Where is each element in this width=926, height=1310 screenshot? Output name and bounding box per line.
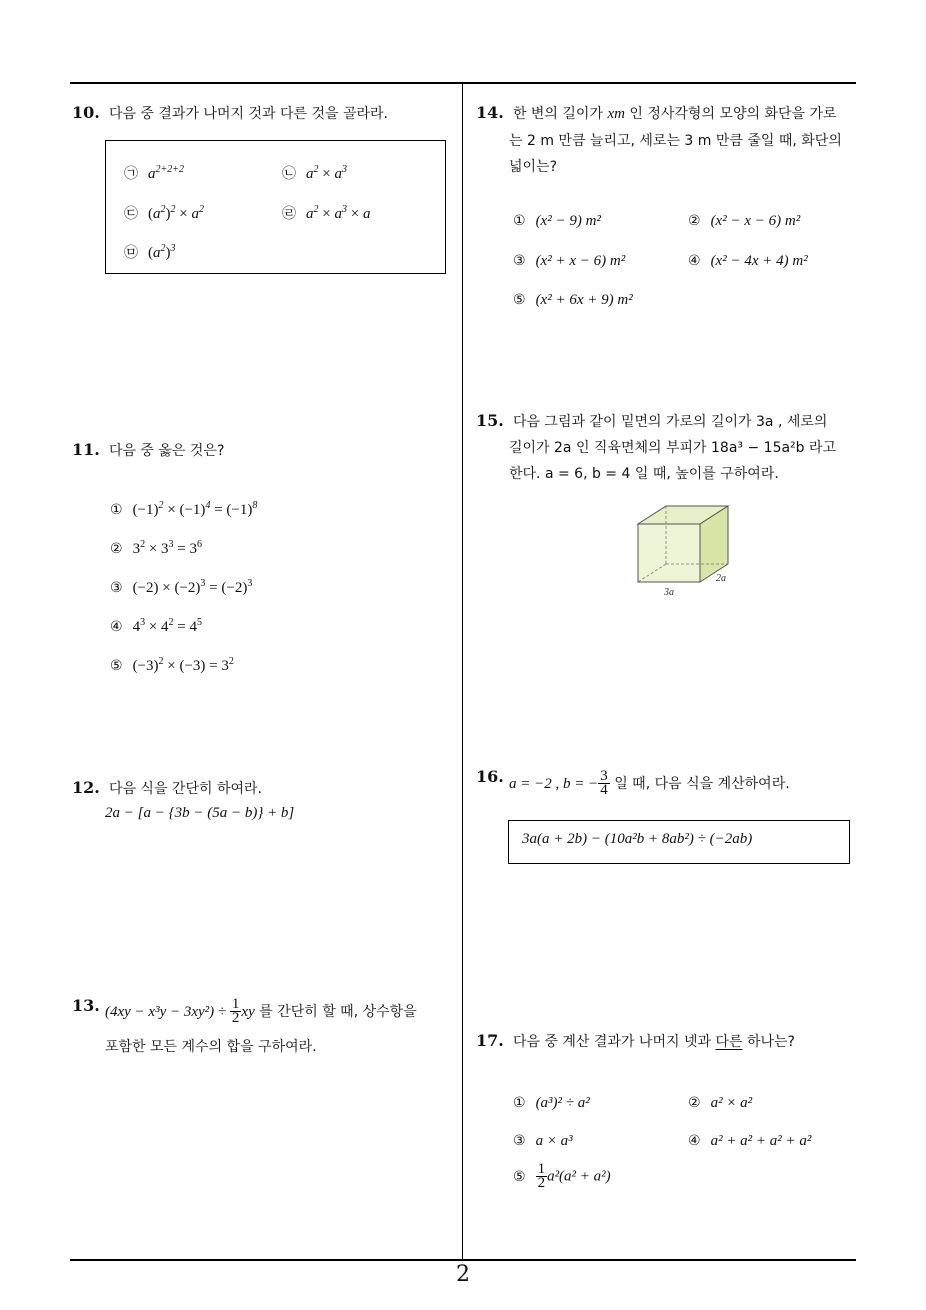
option-1[interactable]: ① $(-1)^2 \times (-1)^4 = (-1)^8$ <box>110 500 258 518</box>
cuboid-figure <box>630 502 740 602</box>
question-14-line-2: 는 2 m 만큼 늘리고, 세로는 3 m 만큼 줄일 때, 화단의 <box>509 133 842 149</box>
option-1[interactable]: ① (x² − 9) m² <box>513 213 601 229</box>
question-number: 10. <box>72 103 100 122</box>
option-a[interactable]: ㉠ $a^{2+2+2}$ <box>124 164 184 182</box>
question-15-line-3: 한다. a = 6, b = 4 일 때, 높이를 구하여라. <box>509 466 779 482</box>
question-13-line-1: (4xy − x³y − 3xy²) ÷ $\frac{1}{2}$ xy 를 간단히 할 때, 상수항을 <box>105 996 417 1026</box>
option-3[interactable]: ③ $(-2) \times (-2)^3 = (-2)^3$ <box>110 578 253 596</box>
question-13-heading <box>72 996 104 1015</box>
option-1[interactable]: ① (a³)² ÷ a² <box>513 1095 590 1111</box>
fraction: $\frac{1}{2}$ <box>537 1161 546 1191</box>
question-text: 다음 식을 간단히 하여라. <box>108 781 262 797</box>
question-12-expression: 2a − [a − {3b − (5a − b)} + b] <box>105 805 295 821</box>
option-2[interactable]: ② $3^2 \times 3^3 = 3^6$ <box>110 539 202 557</box>
bottom-rule <box>70 1259 856 1261</box>
option-5[interactable]: ⑤ $\frac{1}{2}$ a²(a² + a²) <box>513 1161 611 1191</box>
option-4[interactable]: ④ (x² − 4x + 4) m² <box>688 253 808 269</box>
question-number: 11. <box>72 440 100 459</box>
top-rule <box>70 82 856 84</box>
option-e[interactable]: ㉤ $(a^2)^3$ <box>124 243 176 261</box>
question-number: 12. <box>72 778 100 797</box>
question-text: 다음 중 옳은 것은? <box>108 443 225 459</box>
question-10-heading <box>72 103 388 123</box>
question-11-heading <box>72 440 224 460</box>
question-15-heading: 15. 다음 그림과 같이 밑면의 가로의 길이가 3a , 세로의 <box>476 411 828 430</box>
page-number: 2 <box>456 1262 470 1287</box>
question-number: 14. <box>476 103 504 122</box>
question-16-heading <box>476 767 508 786</box>
option-2[interactable]: ② a² × a² <box>688 1095 753 1111</box>
question-17-heading: 17. 다음 중 계산 결과가 나머지 넷과 다른 하나는? <box>476 1031 795 1050</box>
question-12-heading <box>72 778 262 798</box>
option-c[interactable]: ㉢ $(a^2)^2 \times a^2$ <box>124 204 204 222</box>
option-5[interactable]: ⑤ $(-3)^2 \times (-3) = 3^2$ <box>110 656 234 674</box>
option-3[interactable]: ③ (x² + x − 6) m² <box>513 253 626 269</box>
question-text: 다음 중 결과가 나머지 것과 다른 것을 골라라. <box>108 106 388 122</box>
question-number: 13. <box>72 996 100 1015</box>
underlined-word: 다른 <box>715 1034 743 1050</box>
column-divider <box>462 82 463 1260</box>
option-2[interactable]: ② (x² − x − 6) m² <box>688 213 801 229</box>
width-label: 3a <box>664 587 674 598</box>
question-number: 17. <box>476 1031 504 1050</box>
question-13-line-2: 포함한 모든 계수의 합을 구하여라. <box>105 1039 317 1055</box>
question-14-heading: 14. 한 변의 길이가 xm 인 정사각형의 모양의 화단을 가로 <box>476 103 837 122</box>
question-number: 16. <box>476 767 504 786</box>
fraction: $\frac{1}{2}$ <box>231 996 240 1026</box>
fraction: $\frac{3}{4}$ <box>600 768 608 798</box>
option-3[interactable]: ③ a × a³ <box>513 1133 573 1149</box>
question-15-line-2: 길이가 2a 인 직육면체의 부피가 18a³ − 15a²b 라고 <box>509 440 837 456</box>
question-16-expression: 3a(a + 2b) − (10a²b + 8ab²) ÷ (−2ab) <box>522 831 753 847</box>
question-number: 15. <box>476 411 504 430</box>
question-16-condition: a = −2 , b = − $\frac{3}{4}$ 일 때, 다음 식을 계산하여라. <box>509 768 790 798</box>
option-4[interactable]: ④ a² + a² + a² + a² <box>688 1133 812 1149</box>
depth-label: 2a <box>716 573 726 584</box>
option-4[interactable]: ④ $4^3 \times 4^2 = 4^5$ <box>110 617 202 635</box>
question-14-line-3: 넓이는? <box>509 159 558 175</box>
option-b[interactable]: ㉡ $a^2 \times a^3$ <box>282 164 347 182</box>
option-d[interactable]: ㉣ $a^2 \times a^3 \times a$ <box>282 204 371 222</box>
option-5[interactable]: ⑤ (x² + 6x + 9) m² <box>513 292 633 308</box>
